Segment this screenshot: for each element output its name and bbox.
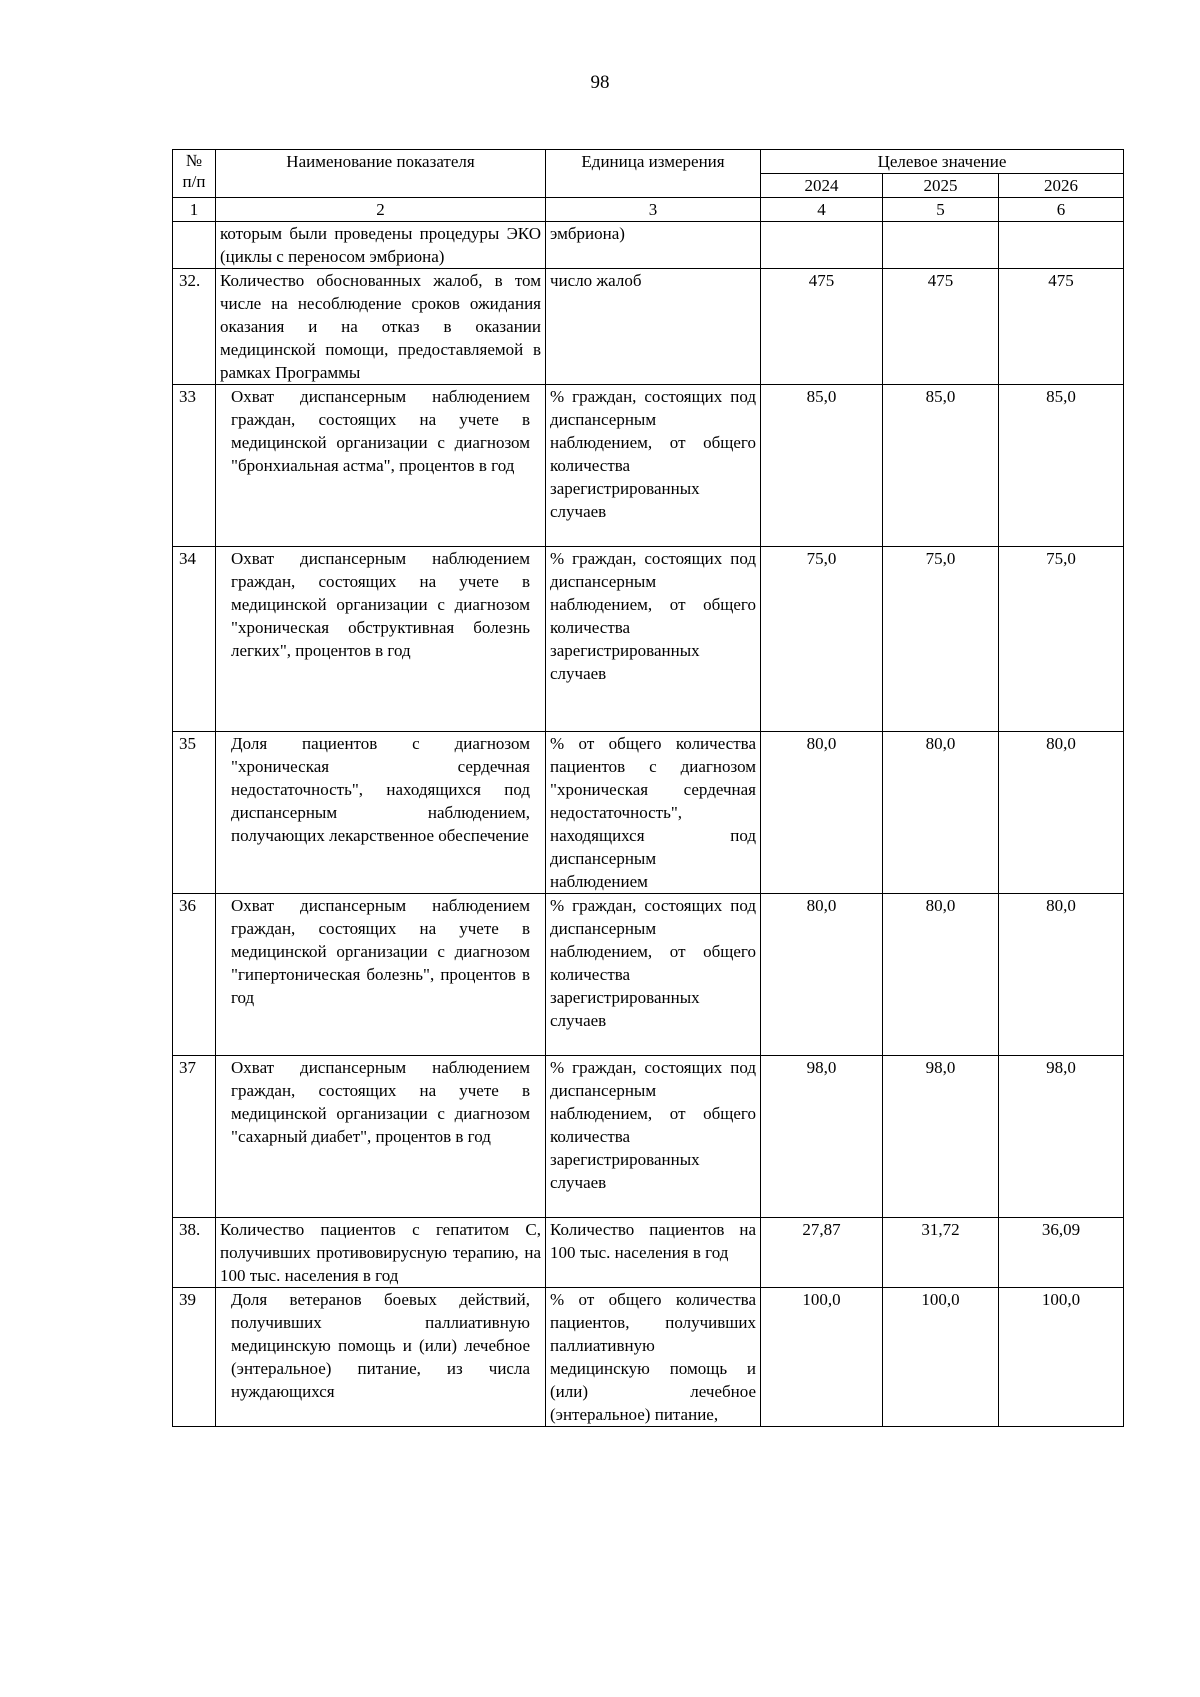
row-number: 38. <box>173 1218 216 1288</box>
indicator-name: Охват диспансерным наблюдением граждан, состоящих на учете в медицинской организации с диагнозом "гипертоническая болезнь", процентов в год <box>216 894 546 1056</box>
value-2024: 100,0 <box>761 1288 883 1427</box>
indicator-name: которым были проведены процедуры ЭКО (циклы с переносом эмбриона) <box>216 222 546 269</box>
header-year-2026: 2026 <box>999 174 1124 198</box>
row-number: 37 <box>173 1056 216 1218</box>
indicator-unit: число жалоб <box>546 269 761 385</box>
indicator-unit: эмбриона) <box>546 222 761 269</box>
row-number: 39 <box>173 1288 216 1427</box>
table-row <box>173 1288 1124 1427</box>
table-row <box>173 732 1124 894</box>
header-name: Наименование показателя <box>216 150 546 198</box>
indicator-unit: % граждан, состоящих под диспансерным наблюдением, от общего количества зарегистрированных случаев <box>546 894 761 1056</box>
value-2024 <box>761 222 883 269</box>
header-index: 6 <box>999 198 1124 222</box>
value-2025: 85,0 <box>883 385 999 547</box>
indicator-name: Количество обоснованных жалоб, в том числе на несоблюдение сроков ожидания оказания и на отказ в оказании медицинской помощи, предоставляемой в рамках Программы <box>216 269 546 385</box>
value-2026: 75,0 <box>999 547 1124 732</box>
table-row <box>173 385 1124 547</box>
indicator-name: Охват диспансерным наблюдением граждан, состоящих на учете в медицинской организации с диагнозом "сахарный диабет", процентов в год <box>216 1056 546 1218</box>
value-2026: 100,0 <box>999 1288 1124 1427</box>
table-row <box>173 547 1124 732</box>
indicator-name: Доля пациентов с диагнозом "хроническая сердечная недостаточность", находящихся под диспансерным наблюдением, получающих лекарственное обеспечение <box>216 732 546 894</box>
value-2026 <box>999 222 1124 269</box>
indicator-name: Охват диспансерным наблюдением граждан, состоящих на учете в медицинской организации с диагнозом "хроническая обструктивная болезнь легких", процентов в год <box>216 547 546 732</box>
row-number <box>173 222 216 269</box>
page-number: 98 <box>590 72 610 93</box>
value-2025: 80,0 <box>883 894 999 1056</box>
indicator-name: Охват диспансерным наблюдением граждан, состоящих на учете в медицинской организации с диагнозом "бронхиальная астма", процентов в год <box>216 385 546 547</box>
header-index: 4 <box>761 198 883 222</box>
row-number: 34 <box>173 547 216 732</box>
header-num: № п/п <box>173 150 216 198</box>
header-index: 1 <box>173 198 216 222</box>
indicator-unit: % граждан, состоящих под диспансерным наблюдением, от общего количества зарегистрированных случаев <box>546 1056 761 1218</box>
value-2025: 475 <box>883 269 999 385</box>
value-2025: 80,0 <box>883 732 999 894</box>
row-number: 32. <box>173 269 216 385</box>
indicator-unit: Количество пациентов на 100 тыс. населения в год <box>546 1218 761 1288</box>
table-row <box>173 269 1124 385</box>
header-row-indices <box>173 198 1124 222</box>
indicator-name: Количество пациентов с гепатитом С, получивших противовирусную терапию, на 100 тыс. населения в год <box>216 1218 546 1288</box>
header-year-2025: 2025 <box>883 174 999 198</box>
value-2025: 75,0 <box>883 547 999 732</box>
value-2026: 98,0 <box>999 1056 1124 1218</box>
header-index: 3 <box>546 198 761 222</box>
value-2024: 80,0 <box>761 732 883 894</box>
value-2026: 80,0 <box>999 894 1124 1056</box>
value-2024: 98,0 <box>761 1056 883 1218</box>
value-2024: 80,0 <box>761 894 883 1056</box>
value-2024: 75,0 <box>761 547 883 732</box>
indicator-unit: % граждан, состоящих под диспансерным наблюдением, от общего количества зарегистрированных случаев <box>546 385 761 547</box>
header-target: Целевое значение <box>761 150 1124 174</box>
indicator-unit: % граждан, состоящих под диспансерным наблюдением, от общего количества зарегистрированных случаев <box>546 547 761 732</box>
table-row <box>173 1056 1124 1218</box>
table-row <box>173 222 1124 269</box>
table-row <box>173 894 1124 1056</box>
value-2025: 31,72 <box>883 1218 999 1288</box>
value-2025 <box>883 222 999 269</box>
value-2024: 27,87 <box>761 1218 883 1288</box>
row-number: 35 <box>173 732 216 894</box>
value-2026: 80,0 <box>999 732 1124 894</box>
indicators-table <box>172 149 1124 1427</box>
table-row <box>173 1218 1124 1288</box>
row-number: 36 <box>173 894 216 1056</box>
header-index: 2 <box>216 198 546 222</box>
value-2026: 475 <box>999 269 1124 385</box>
header-year-2024: 2024 <box>761 174 883 198</box>
value-2024: 475 <box>761 269 883 385</box>
row-number: 33 <box>173 385 216 547</box>
value-2024: 85,0 <box>761 385 883 547</box>
value-2025: 98,0 <box>883 1056 999 1218</box>
value-2026: 36,09 <box>999 1218 1124 1288</box>
indicator-unit: % от общего количества пациентов, получивших паллиативную медицинскую помощь и (или) лечебное (энтеральное) питание, <box>546 1288 761 1427</box>
value-2025: 100,0 <box>883 1288 999 1427</box>
header-unit: Единица измерения <box>546 150 761 198</box>
value-2026: 85,0 <box>999 385 1124 547</box>
header-row-main <box>173 150 1124 174</box>
header-index: 5 <box>883 198 999 222</box>
indicator-name: Доля ветеранов боевых действий, получивших паллиативную медицинскую помощь и (или) лечебное (энтеральное) питание, из числа нуждающихся <box>216 1288 546 1427</box>
indicator-unit: % от общего количества пациентов с диагнозом "хроническая сердечная недостаточность", находящихся под диспансерным наблюдением <box>546 732 761 894</box>
